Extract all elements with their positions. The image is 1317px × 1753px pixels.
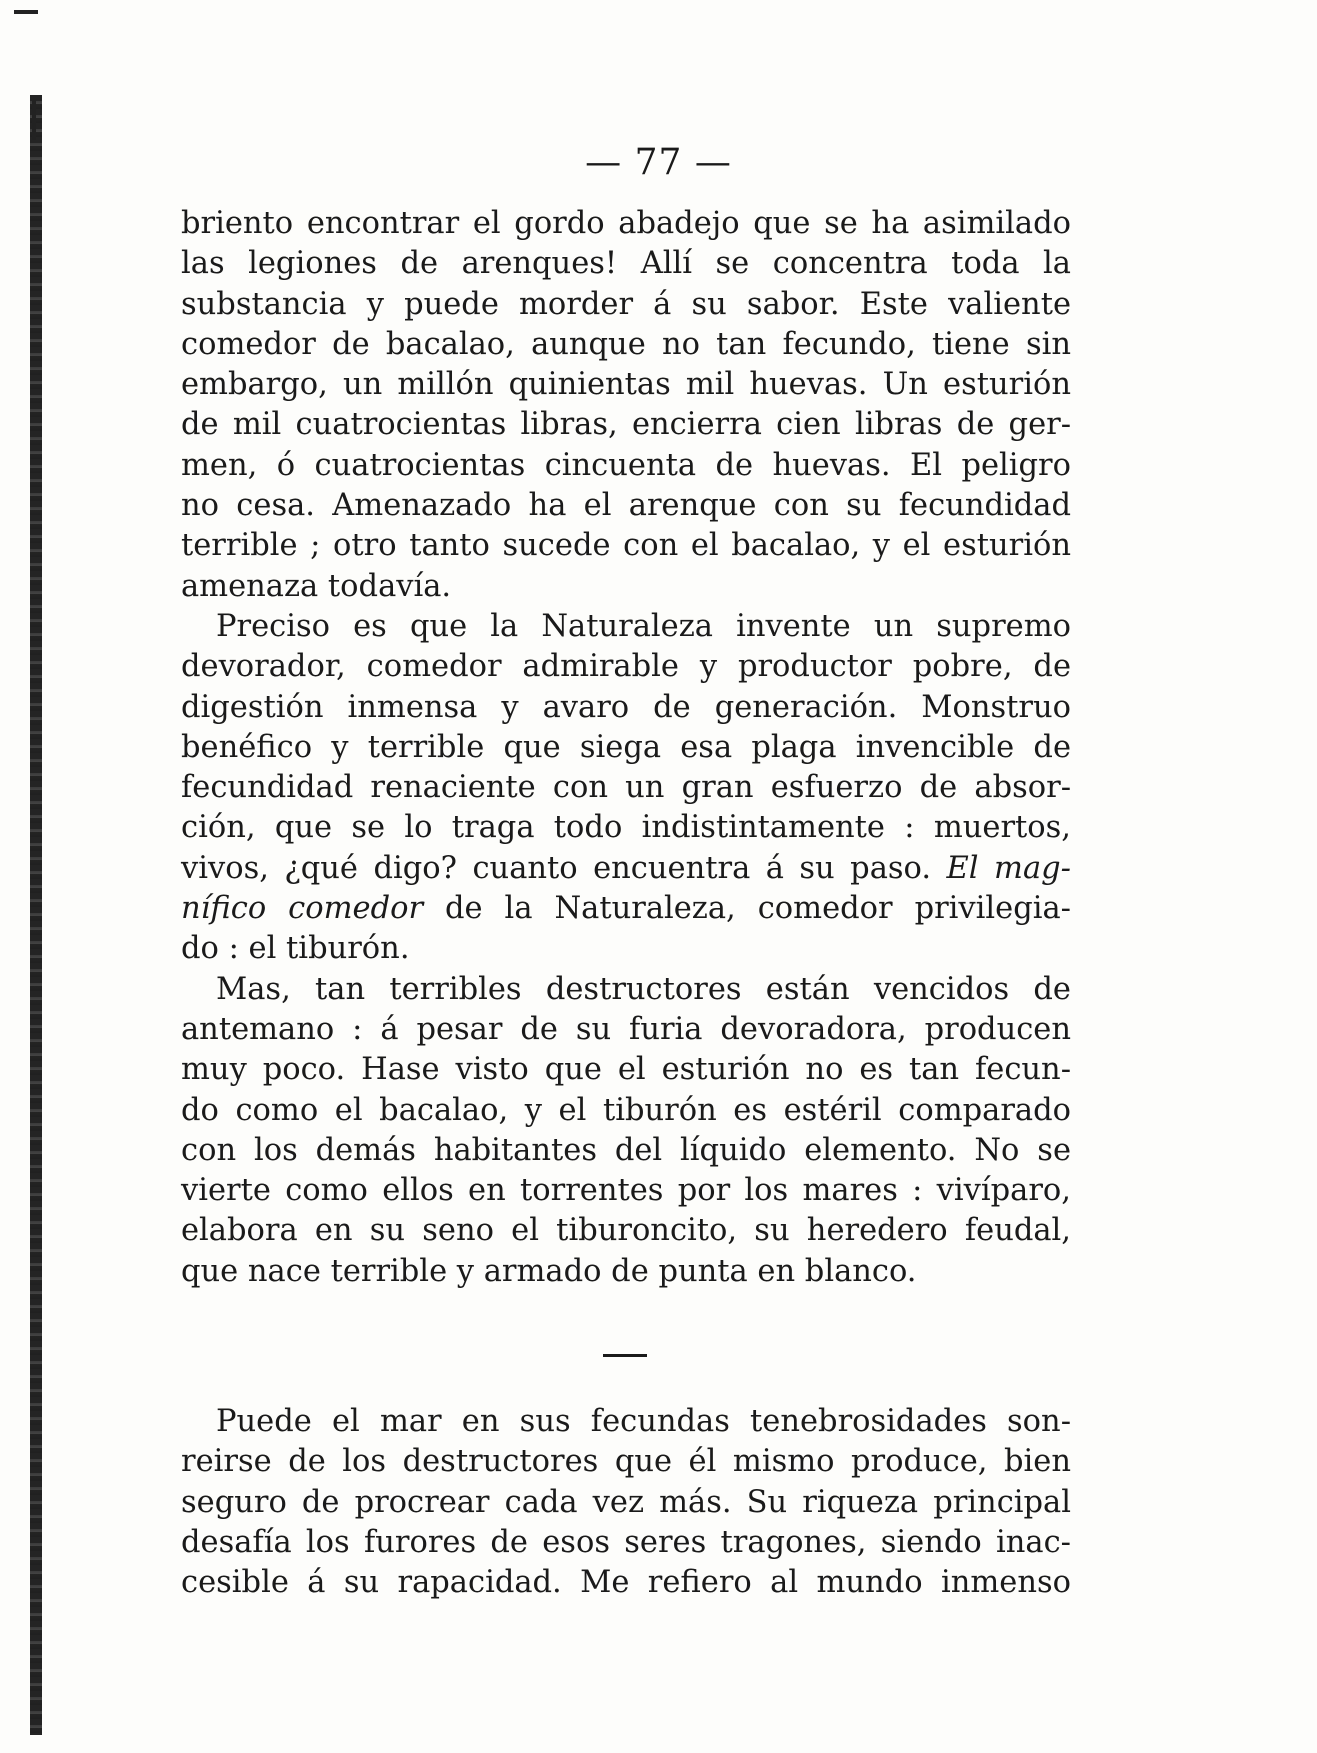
text-line: elabora en su seno el tiburoncito, su heredero feudal,	[181, 1213, 1071, 1249]
text-line: cesible á su rapacidad. Me refiero al mundo inmenso	[181, 1565, 1071, 1601]
text-line: embargo, un millón quinientas mil huevas. Un esturión	[181, 367, 1071, 403]
text-line: desafía los furores de esos seres tragones, siendo inac-	[181, 1524, 1071, 1560]
italic-text: El mag-	[946, 850, 1071, 886]
binding-shadow	[30, 95, 42, 1735]
page-number: — 77 —	[585, 142, 732, 183]
text-line: muy poco. Hase visto que el esturión no es tan fecun-	[181, 1052, 1071, 1088]
text-line: briento encontrar el gordo abadejo que se ha asimilado	[181, 206, 1071, 241]
text-line: men, ó cuatrocientas cincuenta de huevas. El peligro	[181, 447, 1071, 483]
text-line: comedor de bacalao, aunque no tan fecundo, tiene sin	[181, 326, 1071, 362]
scan-corner-mark	[14, 10, 38, 14]
text-line: digestión inmensa y avaro de generación. Monstruo	[181, 689, 1071, 725]
text-line: amenaza todavía.	[181, 568, 452, 604]
text-line: que nace terrible y armado de punta en blanco.	[181, 1253, 917, 1289]
text-section-1	[181, 204, 1071, 1292]
text-section-2	[181, 1402, 1071, 1603]
text-line: fecundidad renaciente con un gran esfuerzo de absor-	[181, 770, 1071, 806]
text-line: vierte como ellos en torrentes por los mares : vivíparo,	[181, 1173, 1071, 1209]
text-line: de mil cuatrocientas libras, encierra cien libras de ger-	[181, 407, 1071, 443]
text-line: con los demás habitantes del líquido elemento. No se	[181, 1132, 1071, 1168]
text-line-mixed	[181, 889, 1071, 929]
text-line: devorador, comedor admirable y productor pobre, de	[181, 649, 1071, 685]
text-line: las legiones de arenques! Allí se concentra toda la	[181, 246, 1071, 282]
paragraph-start-line: Preciso es que la Naturaleza invente un supremo	[216, 608, 1071, 644]
text-line: no cesa. Amenazado ha el arenque con su fecundidad	[181, 488, 1071, 524]
section-divider	[603, 1354, 647, 1357]
text-line-mixed	[181, 849, 1071, 889]
text-span: vivos, ¿qué digo? cuanto encuentra á su paso.	[181, 850, 932, 886]
text-span: de la Naturaleza, comedor privilegia-	[445, 891, 1071, 927]
text-line: do : el tiburón.	[181, 931, 410, 967]
italic-text: nífico comedor	[181, 891, 424, 927]
text-line: ción, que se lo traga todo indistintamente : muertos,	[181, 810, 1071, 846]
paragraph-start-line: Puede el mar en sus fecundas tenebrosidades son-	[216, 1404, 1071, 1439]
text-line: antemano : á pesar de su furia devoradora, producen	[181, 1011, 1071, 1047]
paragraph-start-line: Mas, tan terribles destructores están vencidos de	[216, 971, 1071, 1007]
text-line: reirse de los destructores que él mismo produce, bien	[181, 1444, 1071, 1480]
text-line: terrible ; otro tanto sucede con el bacalao, y el esturión	[181, 528, 1071, 564]
text-line: seguro de procrear cada vez más. Su riqueza principal	[181, 1484, 1071, 1520]
text-line: substancia y puede morder á su sabor. Este valiente	[181, 286, 1071, 322]
binding-shadow-top	[32, 100, 36, 140]
text-line: benéfico y terrible que siega esa plaga invencible de	[181, 729, 1071, 765]
text-line: do como el bacalao, y el tiburón es estéril comparado	[181, 1092, 1071, 1128]
